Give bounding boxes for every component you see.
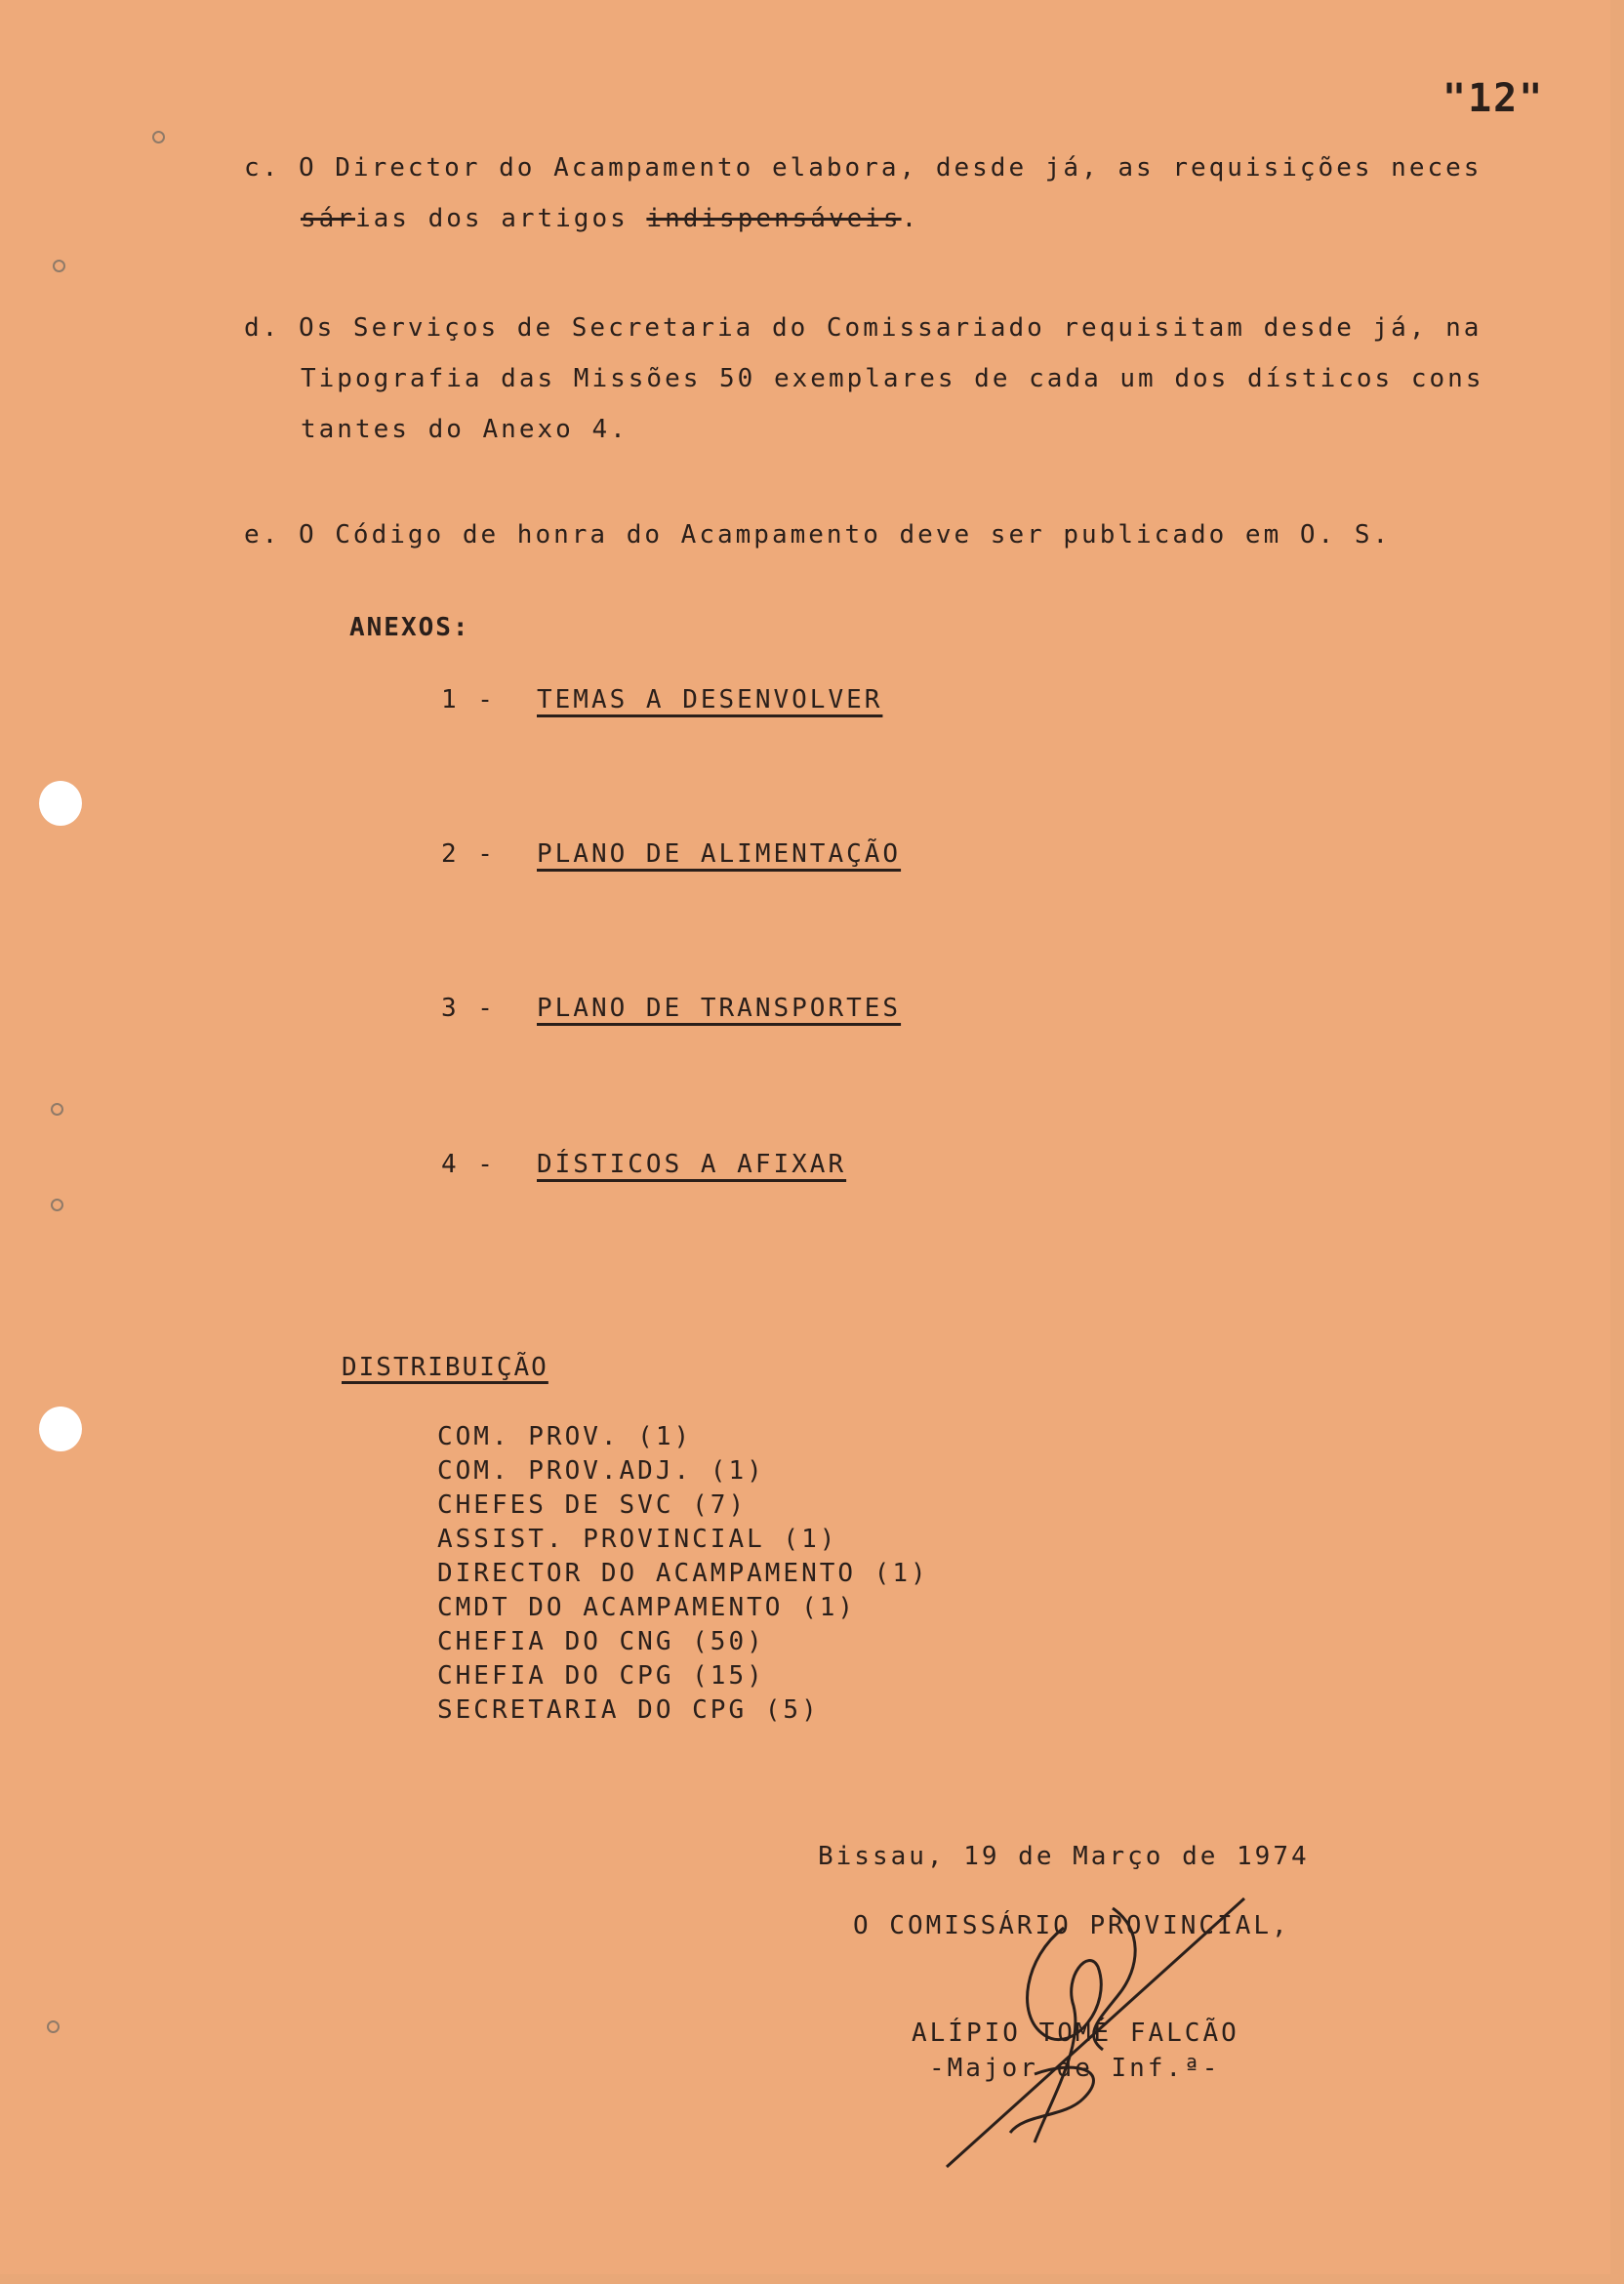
- pin-mark: [47, 2020, 60, 2033]
- distribution-heading: DISTRIBUIÇÃO: [342, 1353, 548, 1382]
- paragraph-e-line-1: e. O Código de honra do Acampamento deve ser publicado em O. S.: [244, 520, 1392, 550]
- struck-text: indispensáveis: [646, 204, 902, 233]
- list-item: CHEFIA DO CPG (15): [437, 1661, 765, 1691]
- paragraph-d-line-3: tantes do Anexo 4.: [301, 415, 629, 444]
- paragraph-c-line-2: sárias dos artigos indispensáveis.: [301, 204, 920, 233]
- punch-hole-top: [39, 781, 82, 826]
- page-number: "12": [1442, 76, 1545, 121]
- punch-hole-bottom: [39, 1407, 82, 1451]
- annex-title: PLANO DE ALIMENTAÇÃO: [537, 839, 902, 869]
- annex-item-2: 2 - PLANO DE ALIMENTAÇÃO: [441, 839, 902, 869]
- annex-item-1: 1 - TEMAS A DESENVOLVER: [441, 685, 883, 714]
- pin-mark: [51, 1199, 63, 1211]
- pin-mark: [51, 1103, 63, 1116]
- signer-name: ALÍPIO TOMÉ FALCÃO: [912, 2019, 1239, 2048]
- list-item: COM. PROV. (1): [437, 1422, 693, 1451]
- paragraph-d: [244, 303, 1483, 455]
- annex-item-3: 3 - PLANO DE TRANSPORTES: [441, 994, 902, 1023]
- pin-mark: [53, 260, 65, 272]
- annex-title: TEMAS A DESENVOLVER: [537, 685, 883, 714]
- paragraph-c: [244, 143, 1482, 244]
- list-item: CHEFES DE SVC (7): [437, 1490, 748, 1520]
- pin-mark: [152, 131, 165, 143]
- list-item: COM. PROV.ADJ. (1): [437, 1456, 765, 1486]
- annex-item-4: 4 - DÍSTICOS A AFIXAR: [441, 1150, 847, 1179]
- signatory-title: O COMISSÁRIO PROVINCIAL,: [853, 1911, 1290, 1940]
- list-item: ASSIST. PROVINCIAL (1): [437, 1525, 838, 1554]
- list-item: DIRECTOR DO ACAMPAMENTO (1): [437, 1559, 929, 1588]
- list-item: CHEFIA DO CNG (50): [437, 1627, 765, 1656]
- paragraph-d-line-1: d. Os Serviços de Secretaria do Comissariado requisitam desde já, na: [244, 313, 1482, 343]
- distribution-list: [437, 1420, 929, 1728]
- paragraph-e: [244, 510, 1391, 560]
- paragraph-c-line-1: c. O Director do Acampamento elabora, desde já, as requisições neces: [244, 153, 1482, 183]
- paragraph-d-line-2: Tipografia das Missões 50 exemplares de cada um dos dísticos cons: [301, 364, 1484, 393]
- annexes-heading: ANEXOS:: [349, 613, 470, 642]
- annex-title: PLANO DE TRANSPORTES: [537, 994, 902, 1023]
- struck-text: sár: [301, 204, 355, 233]
- list-item: CMDT DO ACAMPAMENTO (1): [437, 1593, 857, 1622]
- list-item: SECRETARIA DO CPG (5): [437, 1695, 820, 1725]
- place-and-date: Bissau, 19 de Março de 1974: [818, 1842, 1310, 1871]
- annex-title: DÍSTICOS A AFIXAR: [537, 1150, 847, 1179]
- signer-rank: -Major de Inf.ª-: [929, 2054, 1221, 2083]
